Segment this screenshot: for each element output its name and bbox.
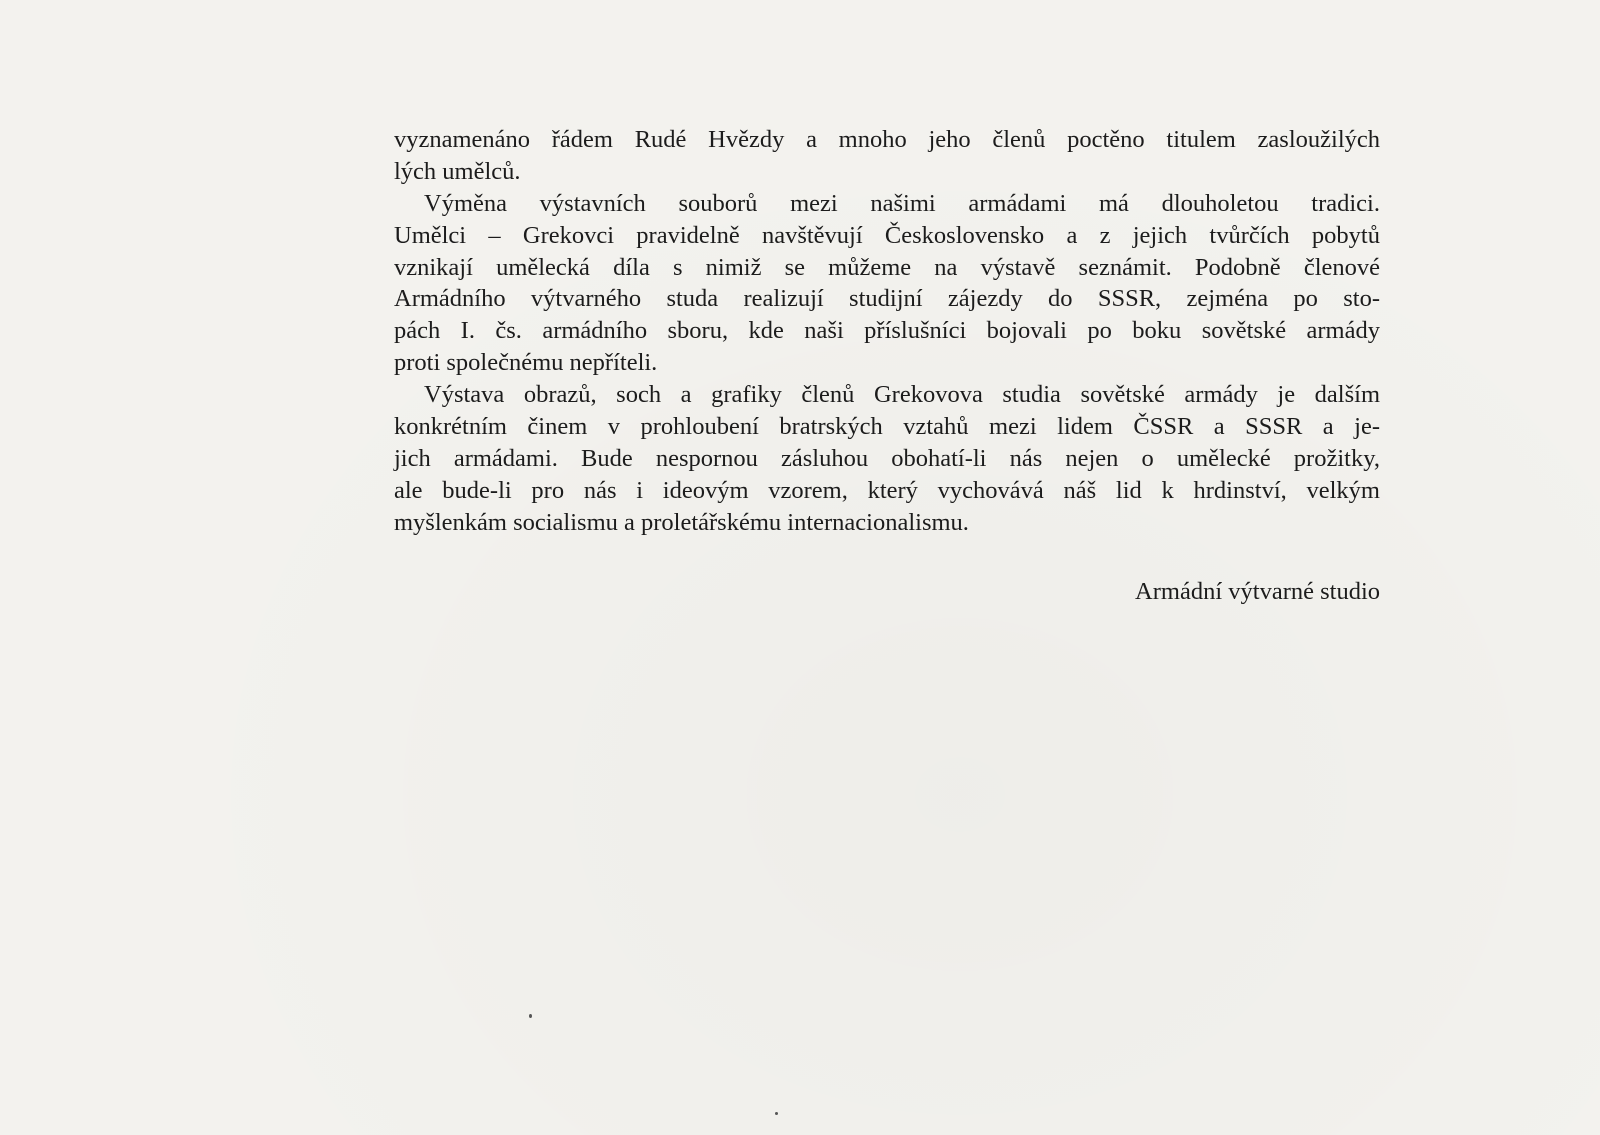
text-line: proti společnému nepříteli. [394, 349, 658, 377]
body-text [394, 124, 1380, 539]
text-line: konkrétním činem v prohloubení bratrských vztahů mezi lidem ČSSR a SSSR a je- [394, 413, 1380, 441]
paper-speck [775, 1112, 778, 1115]
text-line: myšlenkám socialismu a proletářskému internacionalismu. [394, 508, 969, 536]
text-line: pách I. čs. armádního sboru, kde naši příslušníci bojovali po boku sovětské armády [394, 317, 1380, 345]
text-line: jich armádami. Bude nespornou zásluhou obohatí-li nás nejen o umělecké prožitky, [394, 444, 1380, 472]
text-line: ale bude-li pro nás i ideovým vzorem, který vychovává náš lid k hrdinství, velkým [394, 476, 1380, 504]
paper-speck [529, 1014, 532, 1018]
text-line: lých umělců. [394, 157, 521, 185]
text-line: Výstava obrazů, soch a grafiky členů Grekovova studia sovětské armády je dalším [424, 381, 1380, 409]
text-line: Armádního výtvarného studa realizují studijní zájezdy do SSSR, zejména po sto- [394, 285, 1380, 313]
signature: Armádní výtvarné studio [1135, 578, 1380, 605]
text-line: Výměna výstavních souborů mezi našimi armádami má dlouholetou tradici. [424, 189, 1380, 217]
text-line: vznikají umělecká díla s nimiž se můžeme na výstavě seznámit. Podobně členové [394, 253, 1380, 281]
text-line: Umělci – Grekovci pravidelně navštěvují Československo a z jejich tvůrčích pobytů [394, 221, 1380, 249]
text-line: vyznamenáno řádem Rudé Hvězdy a mnoho jeho členů poctěno titulem zasloužilých [394, 126, 1380, 153]
